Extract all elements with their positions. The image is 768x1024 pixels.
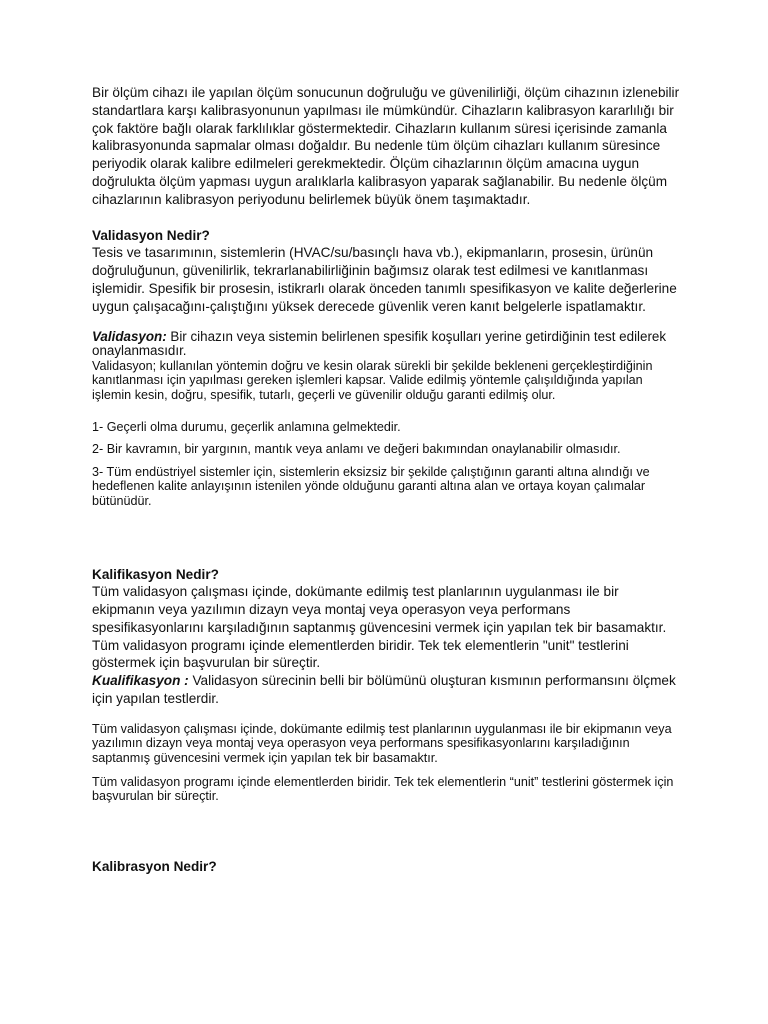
validation-term: Validasyon: — [92, 328, 167, 344]
validation-paragraph: Tesis ve tasarımının, sistemlerin (HVAC/su/basınçlı hava vb.), ekipmanların, prosesin, ürünün doğruluğunun, güvenilirlik, tekrarlanabilirliğinin bağımsız olarak test edilmesi ve kanıtlanması işlemidir. Spesifik bir prosesin, istikrarlı olarak önceden tanımlı spesifikasyon ve kalite değerlerine uygun çalışacağını-çalıştığını yüksek derecede güvenlik veren kanıt belgelerle ispatlamaktır. — [92, 245, 677, 314]
intro-paragraph: Bir ölçüm cihazı ile yapılan ölçüm sonucunun doğruluğu ve güvenilirliği, ölçüm cihazının izlenebilir standartlara karşı kalibrasyonunun yapılması ile mümkündür. Cihazların kalibrasyon kararlılığı bir çok faktöre bağlı olarak farklılıklar göstermektedir. Cihazların kullanım süresi içerisinde zamanla kalibrasyonunda sapmalar olması doğaldır. Bu nedenle tüm ölçüm cihazları kullanım süresince periyodik olarak kalibre edilmeleri gerekmektedir. Ölçüm cihazlarının ölçüm amacına uygun doğrulukta ölçüm yapması uygun aralıklarla kalibrasyon yaparak sağlanabilir. Bu nedenle ölçüm cihazlarının kalibrasyon periyodunu belirlemek büyük önem taşımaktadır. — [92, 85, 680, 207]
validation-detail: Validasyon; kullanılan yöntemin doğru ve kesin olarak sürekli bir şekilde bekleneni gerçekleştirdiğinin kanıtlanması için yapılması gereken işlemleri kapsar. Valide edilmiş yöntemle çalışıldığında yapılan işlemin kesin, doğru, spesifik, tutarlı, geçerli ve güvenilir olduğu garanti edilmiş olur. — [92, 358, 653, 402]
validation-heading: Validasyon Nedir? — [92, 227, 210, 243]
list-item: 3- Tüm endüstriyel sistemler için, sistemlerin eksizsiz bir şekilde çalıştığının garanti altına alındığı ve hedeflenen kalite anlayışının istenilen yönde olduğunu garanti altına alan ve ortaya koyan çalımalar bütünüdür. — [92, 464, 650, 508]
qualification-term: Kualifikasyon : — [92, 673, 189, 689]
qualification-paragraph-2: Tüm validasyon çalışması içinde, dokümante edilmiş test planlarının uygulanması ile bir ekipmanın veya yazılımın dizayn veya montaj veya operasyon veya performans spesifikasyonlarını karşıladığının saptanmış güvencesini vermek için yapılan tek bir basamaktır. — [92, 721, 672, 766]
qualification-paragraph-3: Tüm validasyon programı içinde elementlerden biridir. Tek tek elementlerin “unit” testlerini göstermek için başvurulan bir süreçtir. — [92, 774, 674, 804]
qualification-term-definition: Validasyon sürecinin belli bir bölümünü oluşturan kısmının performansını ölçmek için yapılan testlerdir. — [92, 673, 676, 707]
validation-list — [92, 420, 682, 509]
validation-definition — [92, 330, 682, 359]
list-item: 2- Bir kavramın, bir yargının, mantık veya anlamı ve değeri bakımından onaylanabilir olmasıdır. — [92, 442, 621, 457]
qualification-paragraph: Tüm validasyon çalışması içinde, dokümante edilmiş test planlarının uygulanması ile bir ekipmanın veya yazılımın dizayn veya montaj veya operasyon veya performans spesifikasyonlarını karşıladığının saptanmış güvencesini vermek için yapılan tek bir basamaktır. Tüm validasyon programı içinde elementlerden biridir. Tek tek elementlerin "unit" testlerini göstermek için başvurulan bir süreçtir. — [92, 584, 667, 671]
document-page — [92, 84, 682, 876]
calibration-heading: Kalibrasyon Nedir? — [92, 858, 217, 874]
qualification-definition — [92, 672, 682, 708]
qualification-heading: Kalifikasyon Nedir? — [92, 566, 219, 582]
validation-term-definition: Bir cihazın veya sistemin belirlenen spesifik koşulları yerine getirdiğinin test edilerek onaylanmasıdır. — [92, 328, 667, 359]
list-item: 1- Geçerli olma durumu, geçerlik anlamına gelmektedir. — [92, 419, 401, 434]
